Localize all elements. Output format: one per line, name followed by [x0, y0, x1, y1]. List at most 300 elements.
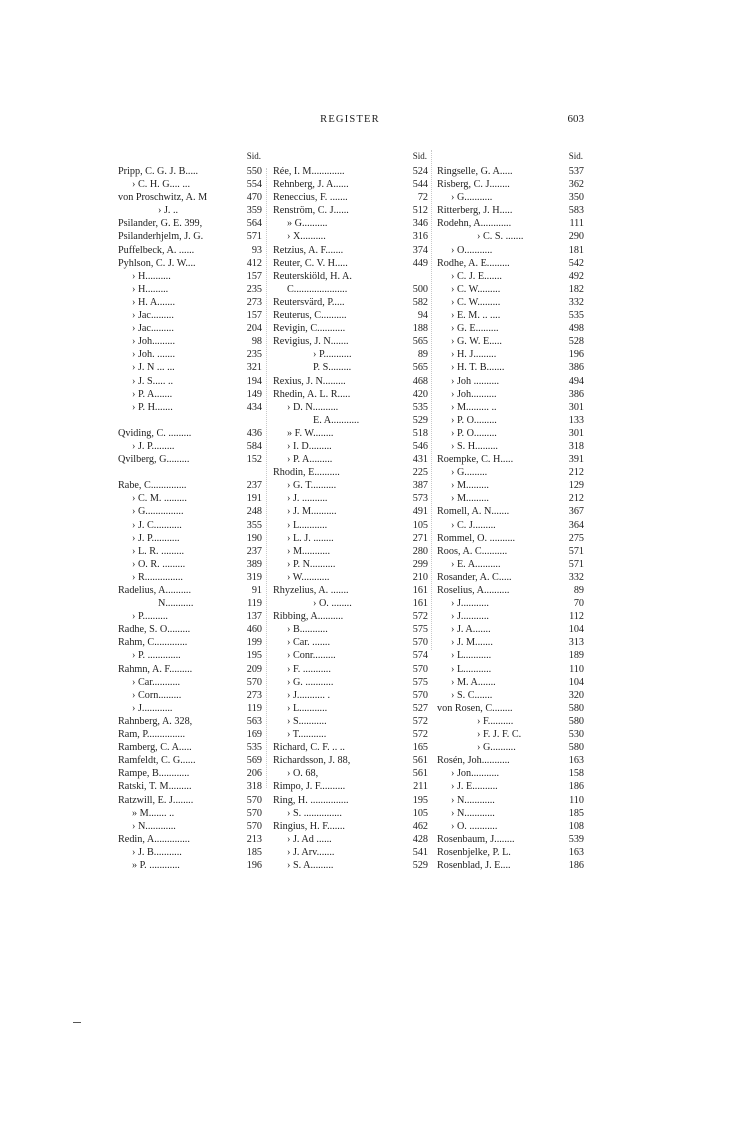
index-entry: [273, 178, 428, 191]
index-entry: [118, 388, 262, 401]
entry-name: Redin, A..............: [118, 833, 190, 845]
index-entry: [273, 401, 428, 414]
entry-name: › H.........: [132, 283, 169, 295]
index-entry: [437, 689, 584, 702]
entry-name: » G..........: [287, 218, 328, 230]
entry-page: 573: [412, 493, 428, 505]
entry-page: 564: [246, 218, 262, 230]
index-entry: [437, 165, 584, 178]
entry-name: › J. ..........: [287, 493, 328, 505]
entry-name: › G.........: [451, 467, 488, 479]
entry-page: 428: [412, 833, 428, 845]
index-entry: [437, 322, 584, 335]
entry-page: 169: [246, 729, 262, 741]
entry-page: 318: [568, 440, 584, 452]
page-header: [0, 114, 744, 128]
entry-name: Rabe, C..............: [118, 480, 187, 492]
index-entry: [118, 440, 262, 453]
index-entry: [118, 794, 262, 807]
entry-page: 584: [246, 440, 262, 452]
entry-name: › L. R. .........: [132, 545, 185, 557]
entry-page: 561: [412, 755, 428, 767]
entry-name: Rosander, A. C.....: [437, 571, 512, 583]
index-entry: [118, 335, 262, 348]
entry-name: › G...............: [132, 506, 184, 518]
index-entry: [437, 348, 584, 361]
entry-page: 554: [246, 179, 262, 191]
index-entry: [437, 335, 584, 348]
index-entry: [118, 767, 262, 780]
entry-name: » P. ............: [132, 859, 180, 871]
index-entry: [273, 663, 428, 676]
entry-name: Ringselle, G. A.....: [437, 166, 513, 177]
index-entry: [273, 348, 428, 361]
entry-page: 94: [417, 310, 428, 322]
entry-page: 181: [568, 244, 584, 256]
entry-name: › P. O.........: [451, 414, 497, 426]
entry-name: Rehnberg, J. A......: [273, 179, 349, 191]
entry-name: › F. J. F. C.: [477, 729, 522, 741]
entry-page: 248: [246, 506, 262, 518]
index-entry: [437, 807, 584, 820]
index-entry: [273, 649, 428, 662]
entry-page: 512: [412, 205, 428, 217]
index-entry: [118, 217, 262, 230]
index-entry: [273, 322, 428, 335]
entry-page: 157: [246, 270, 262, 282]
entry-name: N...........: [158, 598, 194, 610]
entry-page: 346: [412, 218, 428, 230]
index-entry: [437, 597, 584, 610]
entry-page: 165: [412, 742, 428, 754]
entry-page: 575: [412, 624, 428, 636]
entry-name: › S. ...............: [287, 807, 342, 819]
entry-page: 528: [568, 336, 584, 348]
entry-page: 191: [246, 493, 262, 505]
page-number: 603: [567, 113, 584, 125]
column-heading-sid: Sid.: [246, 151, 261, 161]
entry-page: 290: [568, 231, 584, 243]
entry-page: 412: [246, 257, 262, 269]
entry-name: Revigin, C...........: [273, 323, 346, 335]
entry-page: 93: [251, 244, 262, 256]
index-entry: [437, 309, 584, 322]
entry-name: › G. W. E.....: [451, 336, 502, 348]
index-entry: [118, 532, 262, 545]
index-entry: [437, 479, 584, 492]
entry-page: 196: [568, 349, 584, 361]
index-entry: [118, 780, 262, 793]
index-entry: [437, 584, 584, 597]
entry-page: 149: [246, 388, 262, 400]
index-entry: [273, 270, 428, 283]
entry-name: › I. D.........: [287, 440, 332, 452]
index-entry: [437, 754, 584, 767]
entry-name: Rhyzelius, A. .......: [273, 585, 349, 596]
entry-name: › Jon...........: [451, 768, 500, 780]
entry-page: 190: [246, 532, 262, 544]
entry-name: Rommel, O. ..........: [437, 532, 516, 544]
entry-page: 70: [573, 598, 584, 610]
entry-page: 185: [568, 807, 584, 819]
index-entry: [273, 820, 428, 833]
index-entry: [118, 610, 262, 623]
index-entry: [118, 807, 262, 820]
index-entry: [437, 571, 584, 584]
entry-name: Ratski, T. M.........: [118, 781, 192, 793]
index-entry: [437, 375, 584, 388]
entry-name: Rahm, C.............: [118, 637, 188, 649]
index-entry: [118, 741, 262, 754]
index-entry: [273, 859, 428, 872]
index-entry: [437, 244, 584, 257]
entry-page: 275: [568, 532, 584, 544]
entry-name: › L...........: [451, 663, 492, 675]
entry-page: 386: [568, 362, 584, 374]
index-entry: [273, 361, 428, 374]
index-entry: [118, 191, 262, 204]
entry-name: Risberg, C. J........: [437, 179, 510, 191]
entry-page: 161: [412, 585, 428, 596]
column-heading-sid: Sid.: [568, 151, 583, 161]
entry-page: 498: [568, 323, 584, 335]
entry-page: 157: [246, 310, 262, 322]
index-entry: [437, 388, 584, 401]
entry-page: 500: [412, 283, 428, 295]
entry-page: 550: [246, 166, 262, 177]
index-entry: [273, 689, 428, 702]
register-column-1: [118, 151, 262, 872]
entry-page: 319: [246, 571, 262, 583]
entry-page: 570: [412, 637, 428, 649]
index-entry: [118, 401, 262, 414]
index-entry: [118, 270, 262, 283]
index-entry: [437, 230, 584, 243]
entry-name: Rosenbjelke, P. L.: [437, 846, 511, 858]
entry-page: 535: [412, 401, 428, 413]
entry-page: 318: [246, 781, 262, 793]
entry-page: 518: [412, 427, 428, 439]
entry-name: › J........... .: [287, 689, 331, 701]
index-entry: [437, 728, 584, 741]
entry-name: › L...........: [451, 650, 492, 662]
entry-name: Reuterus, C..........: [273, 310, 347, 322]
entry-page: 537: [568, 166, 584, 177]
entry-page: 129: [568, 480, 584, 492]
entry-name: › J............: [132, 702, 173, 714]
index-entry: [118, 519, 262, 532]
entry-name: › G...........: [451, 192, 493, 204]
entry-page: 367: [568, 506, 584, 518]
entry-name: Ramberg, C. A.....: [118, 742, 192, 754]
entry-name: › N............: [132, 820, 176, 832]
entry-name: Romell, A. N.......: [437, 506, 510, 518]
entry-name: › G. T..........: [287, 480, 337, 492]
entry-page: 158: [568, 768, 584, 780]
index-entry: [118, 204, 262, 217]
entry-page: 436: [246, 427, 262, 439]
entry-name: Roos, A. C..........: [437, 545, 508, 557]
index-entry: [437, 296, 584, 309]
entry-name: › J. P...........: [132, 532, 180, 544]
entry-name: Radhe, S. O.........: [118, 624, 191, 636]
index-entry: [118, 859, 262, 872]
entry-name: › J. C...........: [132, 519, 182, 531]
entry-page: 570: [412, 663, 428, 675]
index-entry: [437, 794, 584, 807]
entry-name: › M.........: [451, 493, 489, 505]
entry-page: 212: [568, 493, 584, 505]
entry-page: 527: [412, 702, 428, 714]
index-entry: [118, 296, 262, 309]
entry-page: 387: [412, 480, 428, 492]
spacer-row: [118, 466, 262, 479]
entry-page: 186: [568, 859, 584, 871]
entry-name: › J...........: [451, 598, 489, 610]
index-entry: [118, 230, 262, 243]
index-entry: [118, 833, 262, 846]
entry-name: › O. 68,: [287, 768, 319, 780]
entry-page: 462: [412, 820, 428, 832]
entry-name: Rahnberg, A. 328,: [118, 715, 193, 727]
index-entry: [273, 466, 428, 479]
entry-name: › J. P.........: [132, 440, 175, 452]
entry-name: › N............: [451, 794, 495, 806]
index-entry: [273, 545, 428, 558]
index-entry: [273, 427, 428, 440]
entry-page: 104: [568, 624, 584, 636]
entry-page: 570: [246, 676, 262, 688]
margin-mark: [73, 1022, 81, 1023]
entry-name: Reuterskiöld, H. A.: [273, 270, 352, 282]
entry-name: › C. M. .........: [132, 493, 187, 505]
running-title: REGISTER: [320, 114, 380, 125]
index-entry: [437, 191, 584, 204]
entry-page: 492: [568, 270, 584, 282]
index-entry: [437, 414, 584, 427]
entry-name: › J. N ... ...: [132, 362, 175, 374]
index-entry: [273, 217, 428, 230]
entry-page: 460: [246, 624, 262, 636]
entry-page: 211: [413, 781, 428, 793]
entry-name: › O...........: [451, 244, 493, 256]
index-entry: [118, 453, 262, 466]
entry-name: › X..........: [287, 231, 326, 243]
index-entry: [118, 728, 262, 741]
index-entry: [437, 820, 584, 833]
entry-name: Rée, I. M.............: [273, 166, 345, 177]
entry-name: › C. W.........: [451, 283, 501, 295]
entry-name: Roselius, A..........: [437, 585, 510, 596]
entry-name: › P. A.........: [287, 454, 333, 466]
entry-page: 386: [568, 388, 584, 400]
entry-name: Puffelbeck, A. ......: [118, 244, 195, 256]
entry-page: 213: [246, 833, 262, 845]
index-entry: [118, 597, 262, 610]
entry-page: 163: [568, 846, 584, 858]
entry-page: 359: [246, 205, 262, 217]
entry-page: 391: [568, 454, 584, 466]
index-entry: [437, 833, 584, 846]
entry-name: P. S.........: [313, 362, 352, 374]
index-entry: [437, 427, 584, 440]
entry-page: 194: [246, 375, 262, 387]
index-entry: [273, 807, 428, 820]
index-entry: [437, 178, 584, 191]
index-entry: [118, 676, 262, 689]
index-entry: [118, 715, 262, 728]
entry-name: › W...........: [287, 571, 330, 583]
index-entry: [118, 244, 262, 257]
entry-name: › D. N..........: [287, 401, 339, 413]
entry-page: 572: [412, 611, 428, 623]
index-entry: [437, 440, 584, 453]
entry-name: › Conr.........: [287, 650, 336, 662]
entry-page: 301: [568, 401, 584, 413]
index-entry: [273, 741, 428, 754]
entry-name: › C. J.........: [451, 519, 496, 531]
index-entry: [437, 492, 584, 505]
index-entry: [118, 348, 262, 361]
index-entry: [273, 296, 428, 309]
index-entry: [118, 375, 262, 388]
column-divider: [431, 150, 432, 650]
index-entry: [273, 794, 428, 807]
entry-page: 273: [246, 296, 262, 308]
entry-name: › S. A.........: [287, 859, 334, 871]
entry-name: Ratzwill, E. J........: [118, 794, 194, 806]
entry-page: 111: [569, 218, 584, 230]
index-entry: [273, 257, 428, 270]
entry-page: 206: [246, 768, 262, 780]
entry-page: 119: [247, 598, 262, 610]
entry-page: 212: [568, 467, 584, 479]
index-entry: [273, 414, 428, 427]
entry-name: › P..........: [132, 611, 168, 623]
index-entry: [437, 636, 584, 649]
index-entry: [437, 715, 584, 728]
index-entry: [118, 584, 262, 597]
index-entry: [118, 663, 262, 676]
entry-page: 163: [568, 755, 584, 767]
entry-name: › L...........: [287, 702, 328, 714]
entry-page: 89: [417, 349, 428, 361]
index-entry: [273, 492, 428, 505]
index-entry: [437, 859, 584, 872]
entry-page: 364: [568, 519, 584, 531]
entry-name: › G. ...........: [287, 676, 334, 688]
entry-name: › J...........: [451, 611, 489, 623]
entry-page: 189: [568, 650, 584, 662]
index-entry: [437, 270, 584, 283]
entry-name: von Proschwitz, A. M: [118, 192, 208, 204]
entry-name: Rosén, Joh...........: [437, 755, 510, 767]
index-entry: [118, 361, 262, 374]
index-entry: [437, 676, 584, 689]
entry-page: 582: [412, 296, 428, 308]
entry-name: Pripp, C. G. J. B.....: [118, 166, 199, 177]
index-entry: [118, 427, 262, 440]
entry-name: › H..........: [132, 270, 171, 282]
index-entry: [437, 846, 584, 859]
index-entry: [118, 571, 262, 584]
index-entry: [437, 204, 584, 217]
index-entry: [437, 623, 584, 636]
index-entry: [118, 322, 262, 335]
entry-page: 570: [246, 807, 262, 819]
entry-page: 210: [412, 571, 428, 583]
entry-page: 196: [246, 859, 262, 871]
entry-name: Rosenbaum, J........: [437, 833, 515, 845]
entry-name: › T...........: [287, 729, 327, 741]
index-entry: [437, 257, 584, 270]
entry-name: Qvilberg, G.........: [118, 454, 190, 466]
entry-name: › J. ..: [158, 205, 179, 217]
index-entry: [273, 519, 428, 532]
index-entry: [118, 649, 262, 662]
register-column-2: [273, 151, 428, 872]
entry-name: › C. H. G.... ...: [132, 179, 191, 191]
entry-name: › Joh..........: [451, 388, 497, 400]
entry-name: Reutersvärd, P.....: [273, 296, 345, 308]
entry-name: › F..........: [477, 715, 514, 727]
entry-page: 316: [412, 231, 428, 243]
index-entry: [273, 715, 428, 728]
entry-name: Renström, C. J......: [273, 205, 349, 217]
index-entry: [437, 663, 584, 676]
entry-name: Ribbing, A..........: [273, 611, 344, 623]
index-entry: [118, 492, 262, 505]
entry-page: 571: [568, 545, 584, 557]
index-entry: [273, 754, 428, 767]
index-entry: [273, 702, 428, 715]
entry-page: 332: [568, 571, 584, 583]
entry-name: › Car...........: [132, 676, 181, 688]
entry-name: › M.........: [451, 480, 489, 492]
entry-page: 362: [568, 179, 584, 191]
entry-name: › G. E.........: [451, 323, 499, 335]
index-entry: [437, 283, 584, 296]
entry-name: › P. H.......: [132, 401, 173, 413]
entry-name: › H. T. B.......: [451, 362, 505, 374]
entry-page: 301: [568, 427, 584, 439]
entry-name: › P. N..........: [287, 558, 336, 570]
entry-name: › M...........: [287, 545, 331, 557]
entry-name: Ritterberg, J. H.....: [437, 205, 513, 217]
entry-page: 541: [412, 846, 428, 858]
entry-page: 570: [412, 689, 428, 701]
index-entry: [437, 466, 584, 479]
entry-page: 137: [246, 611, 262, 623]
entry-page: 571: [246, 231, 262, 243]
entry-name: › J. M..........: [287, 506, 337, 518]
index-entry: [273, 532, 428, 545]
index-entry: [118, 545, 262, 558]
entry-page: 434: [246, 401, 262, 413]
entry-page: 133: [568, 414, 584, 426]
entry-name: › S. H.........: [451, 440, 498, 452]
entry-page: 112: [569, 611, 584, 623]
index-entry: [437, 217, 584, 230]
entry-name: › J. B...........: [132, 846, 182, 858]
entry-name: Rhodin, E..........: [273, 467, 340, 479]
index-entry: [273, 283, 428, 296]
index-entry: [273, 610, 428, 623]
entry-name: › J. A.......: [451, 624, 491, 636]
entry-name: › P. O.........: [451, 427, 497, 439]
index-entry: [437, 610, 584, 623]
entry-name: › O. ...........: [451, 820, 498, 832]
